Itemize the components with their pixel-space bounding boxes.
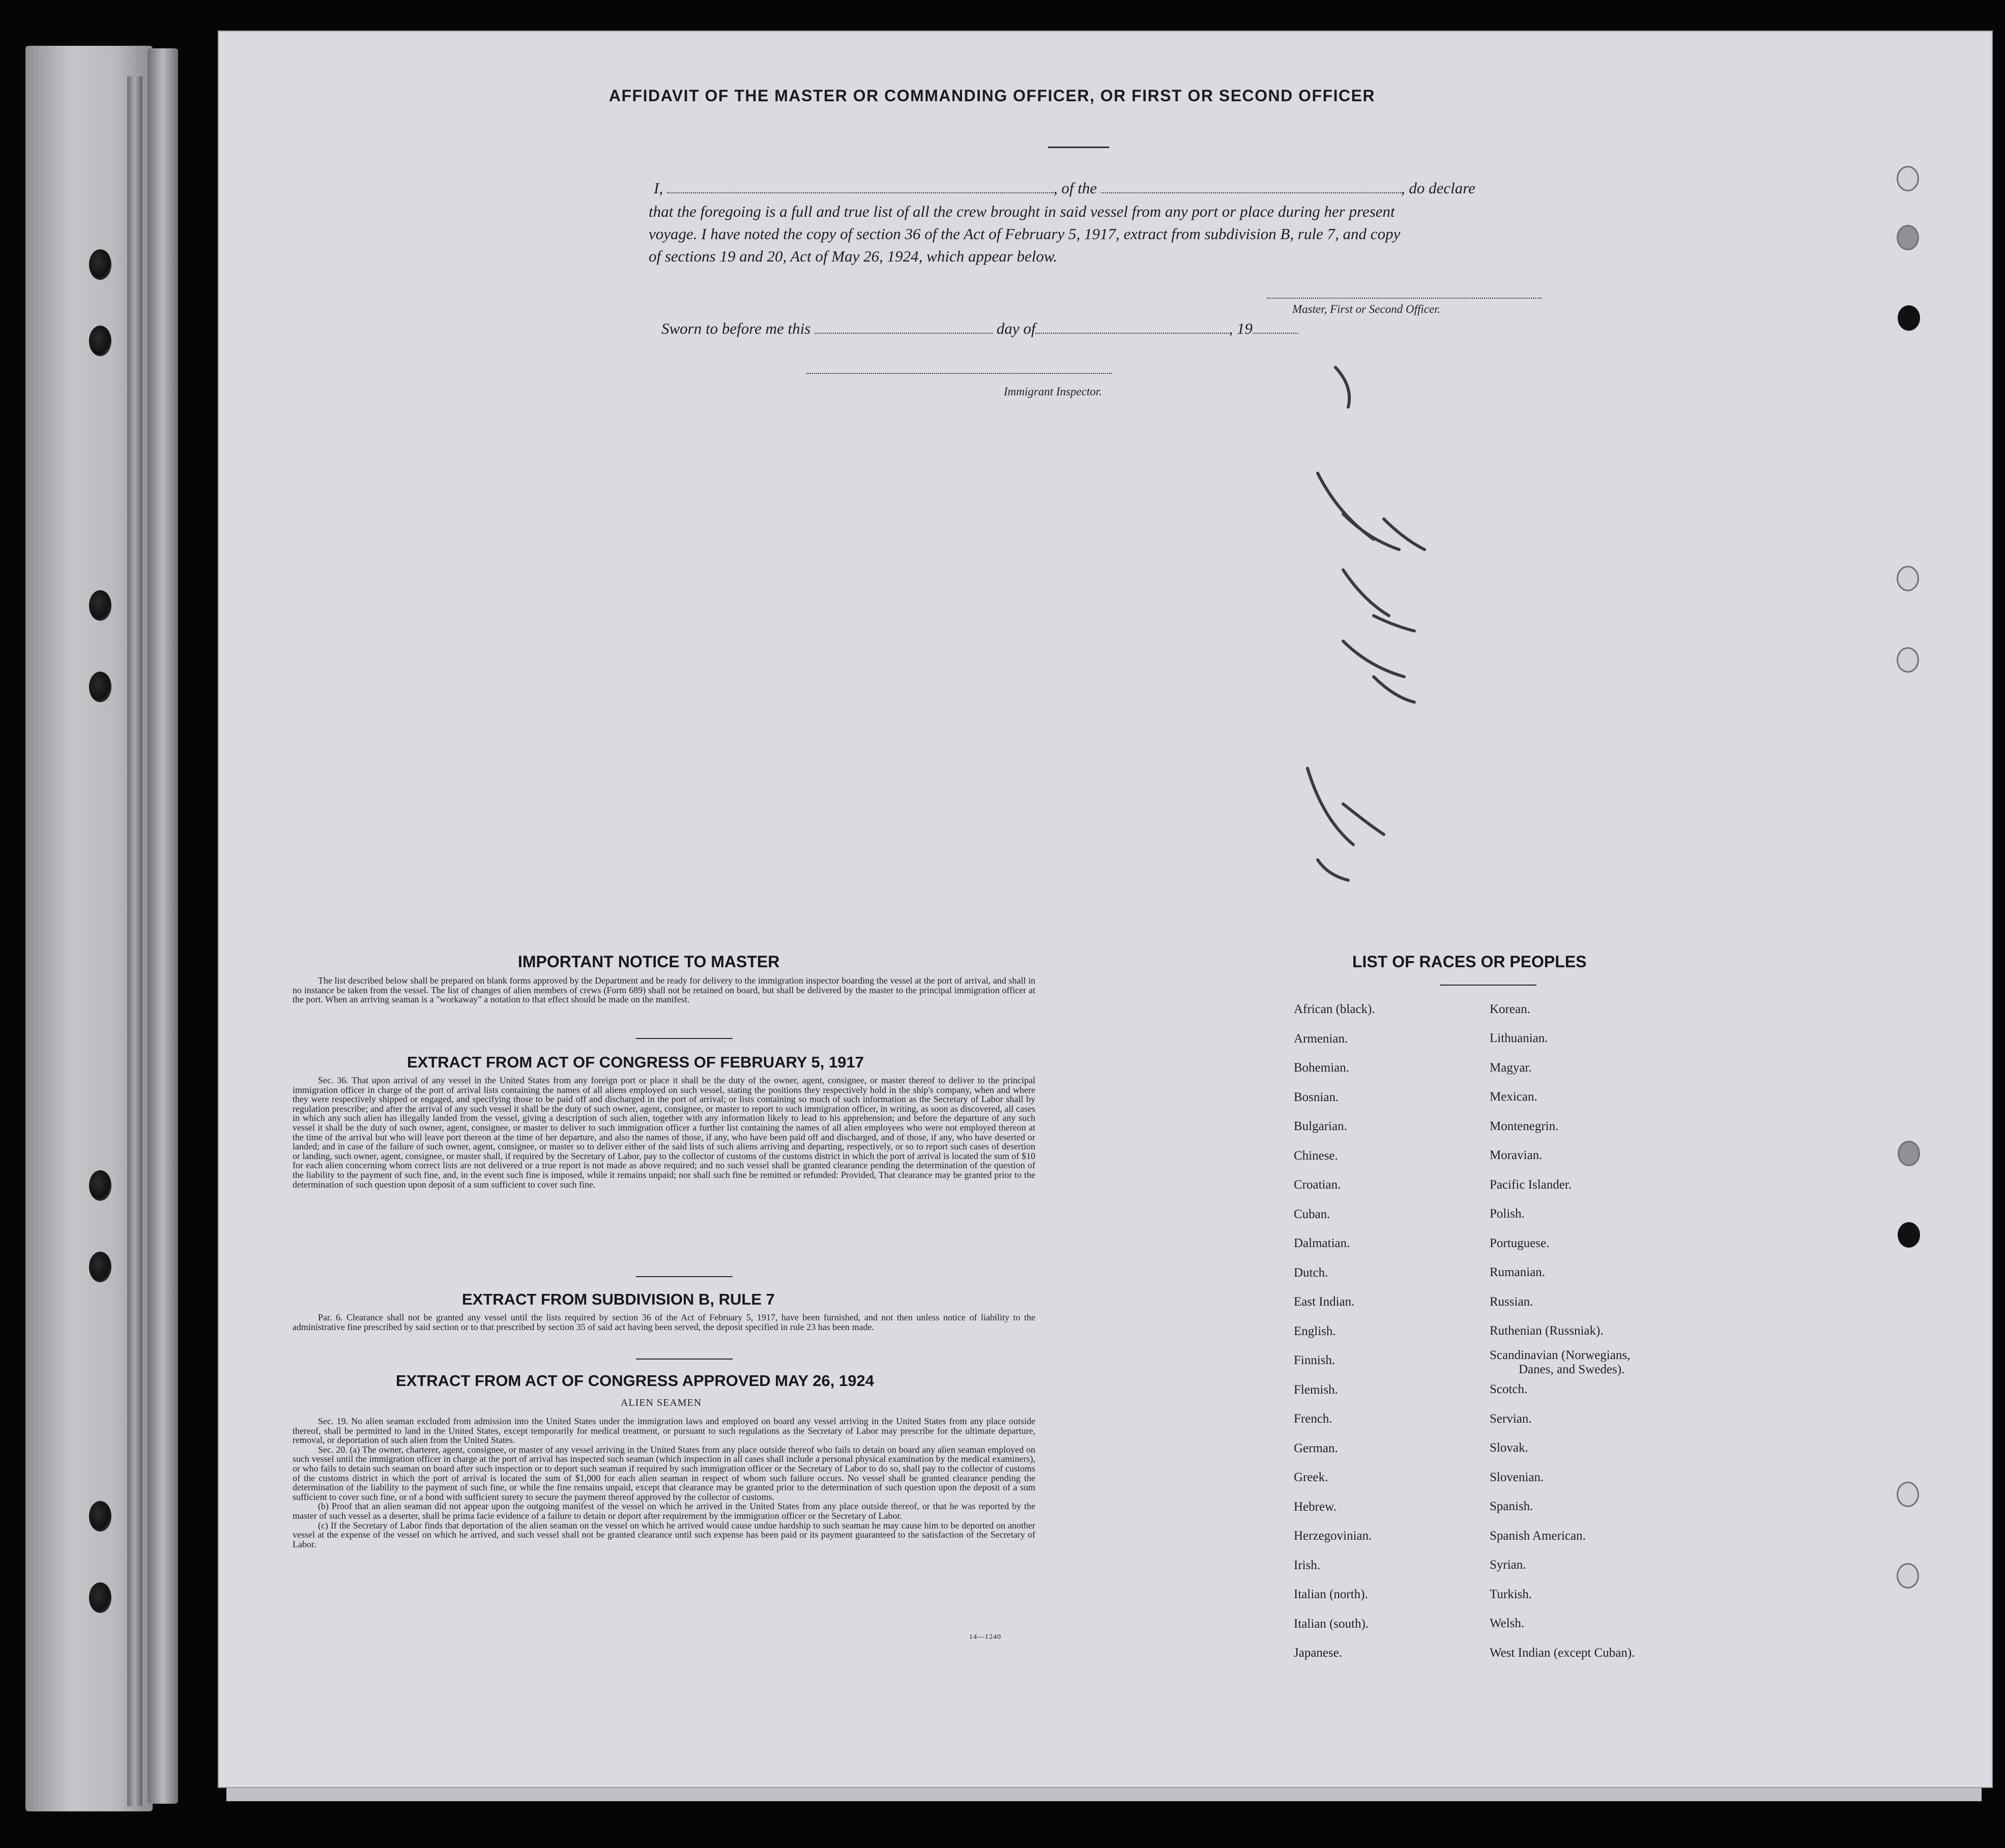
sworn-year-prefix: , 19	[1229, 320, 1253, 337]
sworn-day-of: day of	[996, 320, 1036, 337]
affidavit-line-2: that the foregoing is a full and true list of all the crew brought in said vessel from any port or place during her present	[649, 203, 1395, 220]
declaration-of-the: , of the	[1053, 179, 1097, 197]
sec19-text: Sec. 19. No alien seaman excluded from admission into the United States under the immigration laws and employed on board any vessel arriving in the United States from any place outside thereof, shall be permitted to land in the United States, except temporarily for medical treatment, or pursuant to such regulations as the Secretary of Labor may prescribe for the ultimate departure, removal, or deportation of such alien from the United States.	[293, 1416, 1035, 1446]
race-entry: Japanese.	[1294, 1646, 1343, 1660]
handwritten-stroke	[1318, 473, 1374, 539]
rule7-text: Par. 6. Clearance shall not be granted any vessel until the lists required by section 36 of the Act of February 5, 1917, have been furnished, and not then unless notice of liability to the administrative fine prescribed by said section or to that prescribed by section 35 of said act having been served, the deposit specified in rule 23 has been made.	[293, 1312, 1035, 1332]
master-caption: Master, First or Second Officer.	[1292, 303, 1441, 315]
affidavit-title: AFFIDAVIT OF THE MASTER OR COMMANDING OFFICER, OR FIRST OR SECOND OFFICER	[608, 86, 1376, 105]
affidavit-line-4: of sections 19 and 20, Act of May 26, 1924, which appear below.	[649, 247, 1058, 265]
race-entry: Rumanian.	[1490, 1265, 1546, 1279]
race-entry: Cuban.	[1294, 1207, 1330, 1221]
handwritten-stroke	[1374, 677, 1414, 702]
handwritten-stroke	[1318, 860, 1348, 880]
handwritten-stroke	[1335, 367, 1349, 407]
race-entry: Mexican.	[1490, 1090, 1537, 1104]
race-entry: Magyar.	[1490, 1061, 1532, 1075]
handwritten-stroke	[1374, 616, 1414, 631]
extract-1917-title: EXTRACT FROM ACT OF CONGRESS OF FEBRUARY 5, 1917	[407, 1053, 864, 1071]
extract-rule7-title: EXTRACT FROM SUBDIVISION B, RULE 7	[462, 1290, 775, 1308]
extract-rule7-body	[293, 1313, 1035, 1332]
race-entry: Pacific Islander.	[1490, 1178, 1572, 1192]
race-entry: Italian (south).	[1294, 1616, 1369, 1631]
extract-1924-body	[293, 1417, 1035, 1549]
inspector-caption: Immigrant Inspector.	[1004, 385, 1102, 398]
alien-seamen-subtitle: ALIEN SEAMEN	[621, 1397, 702, 1408]
race-entry: Korean.	[1490, 1002, 1530, 1016]
sec20b-text: (b) Proof that an alien seaman did not appear upon the outgoing manifest of the vessel on which he arrived in the United States from any place outside thereof, or that he was reported by the master of such vessel as a deserter, shall be prima facie evidence of a failure to detain or deport after requirement by the immigration officer or the Secretary of Labor.	[293, 1501, 1035, 1521]
race-entry: Montenegrin.	[1490, 1119, 1559, 1133]
sworn-before-me: Sworn to before me this	[661, 320, 811, 337]
sec20a-text: Sec. 20. (a) The owner, charterer, agent, consignee, or master of any vessel arriving in the United States from any place outside thereof who fails to detain on board any alien seaman employed on such vessel until the immigration officer in charge at the port of arrival has inspected such seaman (which inspection in all cases shall include a personal physical examination by the medical examiners), or who fails to detain such seaman on board after such inspection or to deport such seaman if required by such immigration officer or the Secretary of Labor to do so, shall pay to the collector of customs of the customs district in which the port of arrival is located the sum of $1,000 for each alien seaman in respect of whom such failure occurs. No vessel shall be granted clearance pending the determination of the liability to the payment of such fine, or while the fine remains unpaid, except that clearance may be granted prior to the determination of such question upon the deposit of a sum sufficient to cover such fine, or of a bond with sufficient surety to secure the payment thereof approved by the collector of customs.	[293, 1444, 1035, 1502]
race-entry: Herzegovinian.	[1294, 1529, 1372, 1543]
race-entry: Moravian.	[1490, 1148, 1543, 1162]
race-entry: German.	[1294, 1441, 1338, 1455]
race-entry: West Indian (except Cuban).	[1490, 1646, 1635, 1660]
declaration-i: I,	[654, 179, 663, 197]
race-entry: Hebrew.	[1294, 1499, 1336, 1514]
notice-text: The list described below shall be prepared on blank forms approved by the Department and be ready for delivery to the immigration inspector boarding the vessel at the port of arrival, and shall in no instance be taken from the vessel. The list of changes of alien members of crews (Form 689) shall not be retained on board, but shall be delivered by the master to the principal immigration officer at the port. When an arriving seaman is a "workaway" a notation to that effect should be made on the manifest.	[293, 975, 1035, 1005]
race-entry: Finnish.	[1294, 1353, 1335, 1367]
handwritten-stroke	[1343, 570, 1389, 616]
race-entry: English.	[1294, 1324, 1336, 1338]
sec36-text: Sec. 36. That upon arrival of any vessel in the United States from any foreign port or place it shall be the duty of the owner, agent, consignee, or master thereof to deliver to the principal immigration officer in charge of the port of arrival lists containing the names of all aliens employed on such vessel, stating the positions they respectively hold in the ship's company, when and where they were respectively shipped or engaged, and specifying those to be paid off and discharged in the port of arrival; or lists containing so much of such information as the Secretary of Labor shall by regulation prescribe; and after the arrival of any such vessel it shall be the duty of such owner, agent, consignee, or master to report to such immigration officer, in writing, as soon as discovered, all cases in which any such alien has illegally landed from the vessel, giving a description of such alien, together with any information likely to lead to his apprehension; and before the departure of any such vessel it shall be the duty of such owner, agent, consignee, or master to deliver to such immigration officer a further list containing the names of all alien employees who were not employed thereon at the time of the arrival but who will leave port thereon at the time of her departure, and also the names of those, if any, who have been paid off and discharged, and of those, if any, who have deserted or landed; and in case of the failure of such owner, agent, consignee, or master so to deliver either of the said lists of such aliens arriving and departing, respectively, or so to report such cases of desertion or landing, such owner, agent, consignee, or master shall, if required by the Secretary of Labor, pay to the collector of customs of the customs district in which the port of arrival is located the sum of $10 for each alien concerning whom correct lists are not delivered or a true report is not made as above required; and no such vessel shall be granted clearance pending the determination of the question of the liability to the payment of such fine, and, in the event such fine is imposed, while it remains unpaid; nor shall such fine be remitted or refunded: Provided, That clearance may be granted prior to the determination of such question upon deposit of a sum sufficient to cover such fine.	[293, 1075, 1035, 1190]
handwritten-stroke	[1343, 641, 1404, 677]
race-entry: Italian (north).	[1294, 1587, 1368, 1601]
notice-body	[293, 976, 1035, 1004]
race-entry: Dutch.	[1294, 1265, 1328, 1280]
race-entry: Bulgarian.	[1294, 1119, 1347, 1133]
race-entry: Scotch.	[1490, 1382, 1528, 1396]
race-entry: Chinese.	[1294, 1148, 1338, 1163]
extract-1917-body	[293, 1076, 1035, 1189]
race-entry: Dalmatian.	[1294, 1236, 1350, 1250]
race-entry: Syrian.	[1490, 1558, 1526, 1572]
handwritten-stroke	[1343, 804, 1384, 834]
race-entry: Croatian.	[1294, 1178, 1341, 1192]
sec20c-text: (c) If the Secretary of Labor finds that deportation of the alien seaman on the vessel on which he arrived would cause undue hardship to such seaman he may cause him to be deported on another vessel at the expense of the vessel on which he arrived, and such vessel shall not be granted clearance until such expense has been paid or its payment guaranteed to the satisfaction of the Secretary of Labor.	[293, 1520, 1035, 1549]
race-entry: Irish.	[1294, 1558, 1321, 1572]
race-entry: Danes, and Swedes).	[1519, 1363, 1625, 1376]
race-entry: Polish.	[1490, 1207, 1525, 1221]
race-entry: Scandinavian (Norwegians,	[1490, 1348, 1631, 1362]
section-rule	[636, 1276, 733, 1277]
affidavit-line-3: voyage. I have noted the copy of section 36 of the Act of February 5, 1917, extract from subdivision B, rule 7, and copy	[649, 225, 1401, 243]
race-entry: Bosnian.	[1294, 1090, 1339, 1104]
race-entry: Flemish.	[1294, 1382, 1338, 1397]
race-entry: Servian.	[1490, 1412, 1532, 1426]
race-entry: Bohemian.	[1294, 1061, 1350, 1075]
section-rule	[636, 1038, 733, 1039]
race-entry: Slovak.	[1490, 1441, 1528, 1455]
race-entry: French.	[1294, 1412, 1332, 1426]
race-entry: Spanish American.	[1490, 1529, 1586, 1543]
race-entry: Armenian.	[1294, 1031, 1348, 1046]
race-entry: East Indian.	[1294, 1295, 1355, 1309]
declaration-do-declare: , do declare	[1401, 179, 1475, 197]
races-rule	[1440, 985, 1536, 986]
race-entry: Turkish.	[1490, 1587, 1532, 1601]
race-entry: Spanish.	[1490, 1499, 1533, 1513]
notice-title: IMPORTANT NOTICE TO MASTER	[518, 952, 780, 971]
race-entry: Slovenian.	[1490, 1470, 1544, 1484]
race-entry: Russian.	[1490, 1295, 1533, 1309]
race-entry: African (black).	[1294, 1002, 1375, 1016]
section-rule	[636, 1359, 733, 1360]
form-number: 14—1240	[969, 1633, 1001, 1641]
extract-1924-title: EXTRACT FROM ACT OF CONGRESS APPROVED MAY 26, 1924	[396, 1372, 874, 1390]
race-entry: Welsh.	[1490, 1616, 1525, 1630]
races-title: LIST OF RACES OR PEOPLES	[1352, 952, 1587, 971]
race-entry: Lithuanian.	[1490, 1031, 1548, 1045]
race-entry: Ruthenian (Russniak).	[1490, 1324, 1604, 1338]
race-entry: Portuguese.	[1490, 1236, 1550, 1250]
race-entry: Greek.	[1294, 1470, 1328, 1484]
